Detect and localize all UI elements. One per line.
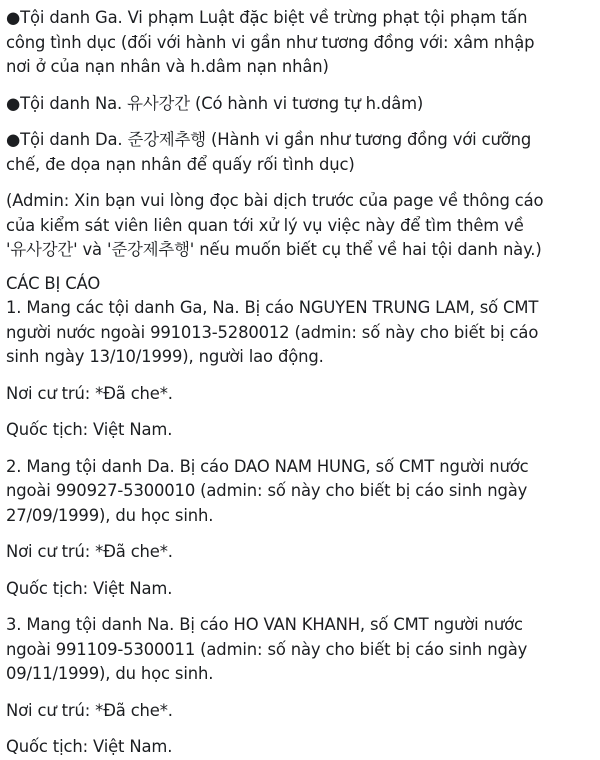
defendant-3-line-3: 09/11/1999), du học sinh.: [6, 664, 214, 683]
admin-note-line-3: '유사강간' và '준강제추행' nếu muốn biết cụ thể về hai tội danh này.): [6, 240, 542, 259]
defendant-1-line-2: người nước ngoài 991013-5280012 (admin: số này cho biết bị cáo: [6, 322, 539, 342]
charge-na-line-1: ●Tội danh Na. 유사강간 (Có hành vi tương tự h.dâm): [6, 93, 424, 113]
charge-da-line-1: ●Tội danh Da. 준강제추행 (Hành vi gần như tương đồng với cưỡng: [6, 130, 532, 149]
charge-da-line-2: chế, đe dọa nạn nhân để quấy rối tình dục): [6, 154, 355, 174]
defendant-1-line-3: sinh ngày 13/10/1999), người lao động.: [6, 347, 324, 366]
charge-ga-line-3: nơi ở của nạn nhân và h.dâm nạn nhân): [6, 57, 329, 76]
charge-ga: [6, 6, 586, 80]
defendant-1-nationality: Quốc tịch: Việt Nam.: [6, 420, 173, 439]
charge-na: [6, 92, 586, 117]
charge-da: [6, 128, 586, 177]
defendants-heading: CÁC BỊ CÁO: [6, 273, 101, 293]
defendant-3-residence: Nơi cư trú: *Đã che*.: [6, 700, 173, 720]
defendant-1-residence: Nơi cư trú: *Đã che*.: [6, 383, 173, 403]
defendant-2-nationality: Quốc tịch: Việt Nam.: [6, 578, 173, 598]
defendant-3-nationality: Quốc tịch: Việt Nam.: [6, 737, 173, 756]
admin-note: [6, 189, 586, 263]
defendant-2-line-3: 27/09/1999), du học sinh.: [6, 505, 214, 525]
defendant-3: [6, 613, 586, 687]
defendant-2: [6, 455, 586, 529]
defendant-2-line-2: ngoài 990927-5300010 (admin: số này cho biết bị cáo sinh ngày: [6, 481, 528, 500]
defendant-3-line-2: ngoài 991109-5300011 (admin: số này cho biết bị cáo sinh ngày: [6, 639, 528, 659]
admin-note-line-1: (Admin: Xin bạn vui lòng đọc bài dịch trước của page về thông cáo: [6, 191, 544, 210]
charge-ga-line-1: ●Tội danh Ga. Vi phạm Luật đặc biệt về trừng phạt tội phạm tấn: [6, 8, 528, 27]
defendants-section: [6, 272, 586, 370]
charge-ga-line-2: công tình dục (đối với hành vi gần như tương đồng với: xâm nhập: [6, 32, 535, 52]
defendant-3-line-1: 3. Mang tội danh Na. Bị cáo HO VAN KHANH, số CMT người nước: [6, 615, 523, 634]
defendant-2-line-1: 2. Mang tội danh Da. Bị cáo DAO NAM HUNG, số CMT người nước: [6, 456, 529, 476]
defendant-2-residence: Nơi cư trú: *Đã che*.: [6, 542, 173, 561]
admin-note-line-2: của kiểm sát viên liên quan tới xử lý vụ việc này để tìm thêm về: [6, 215, 524, 235]
defendant-1-line-1: 1. Mang các tội danh Ga, Na. Bị cáo NGUYEN TRUNG LAM, số CMT: [6, 298, 539, 317]
